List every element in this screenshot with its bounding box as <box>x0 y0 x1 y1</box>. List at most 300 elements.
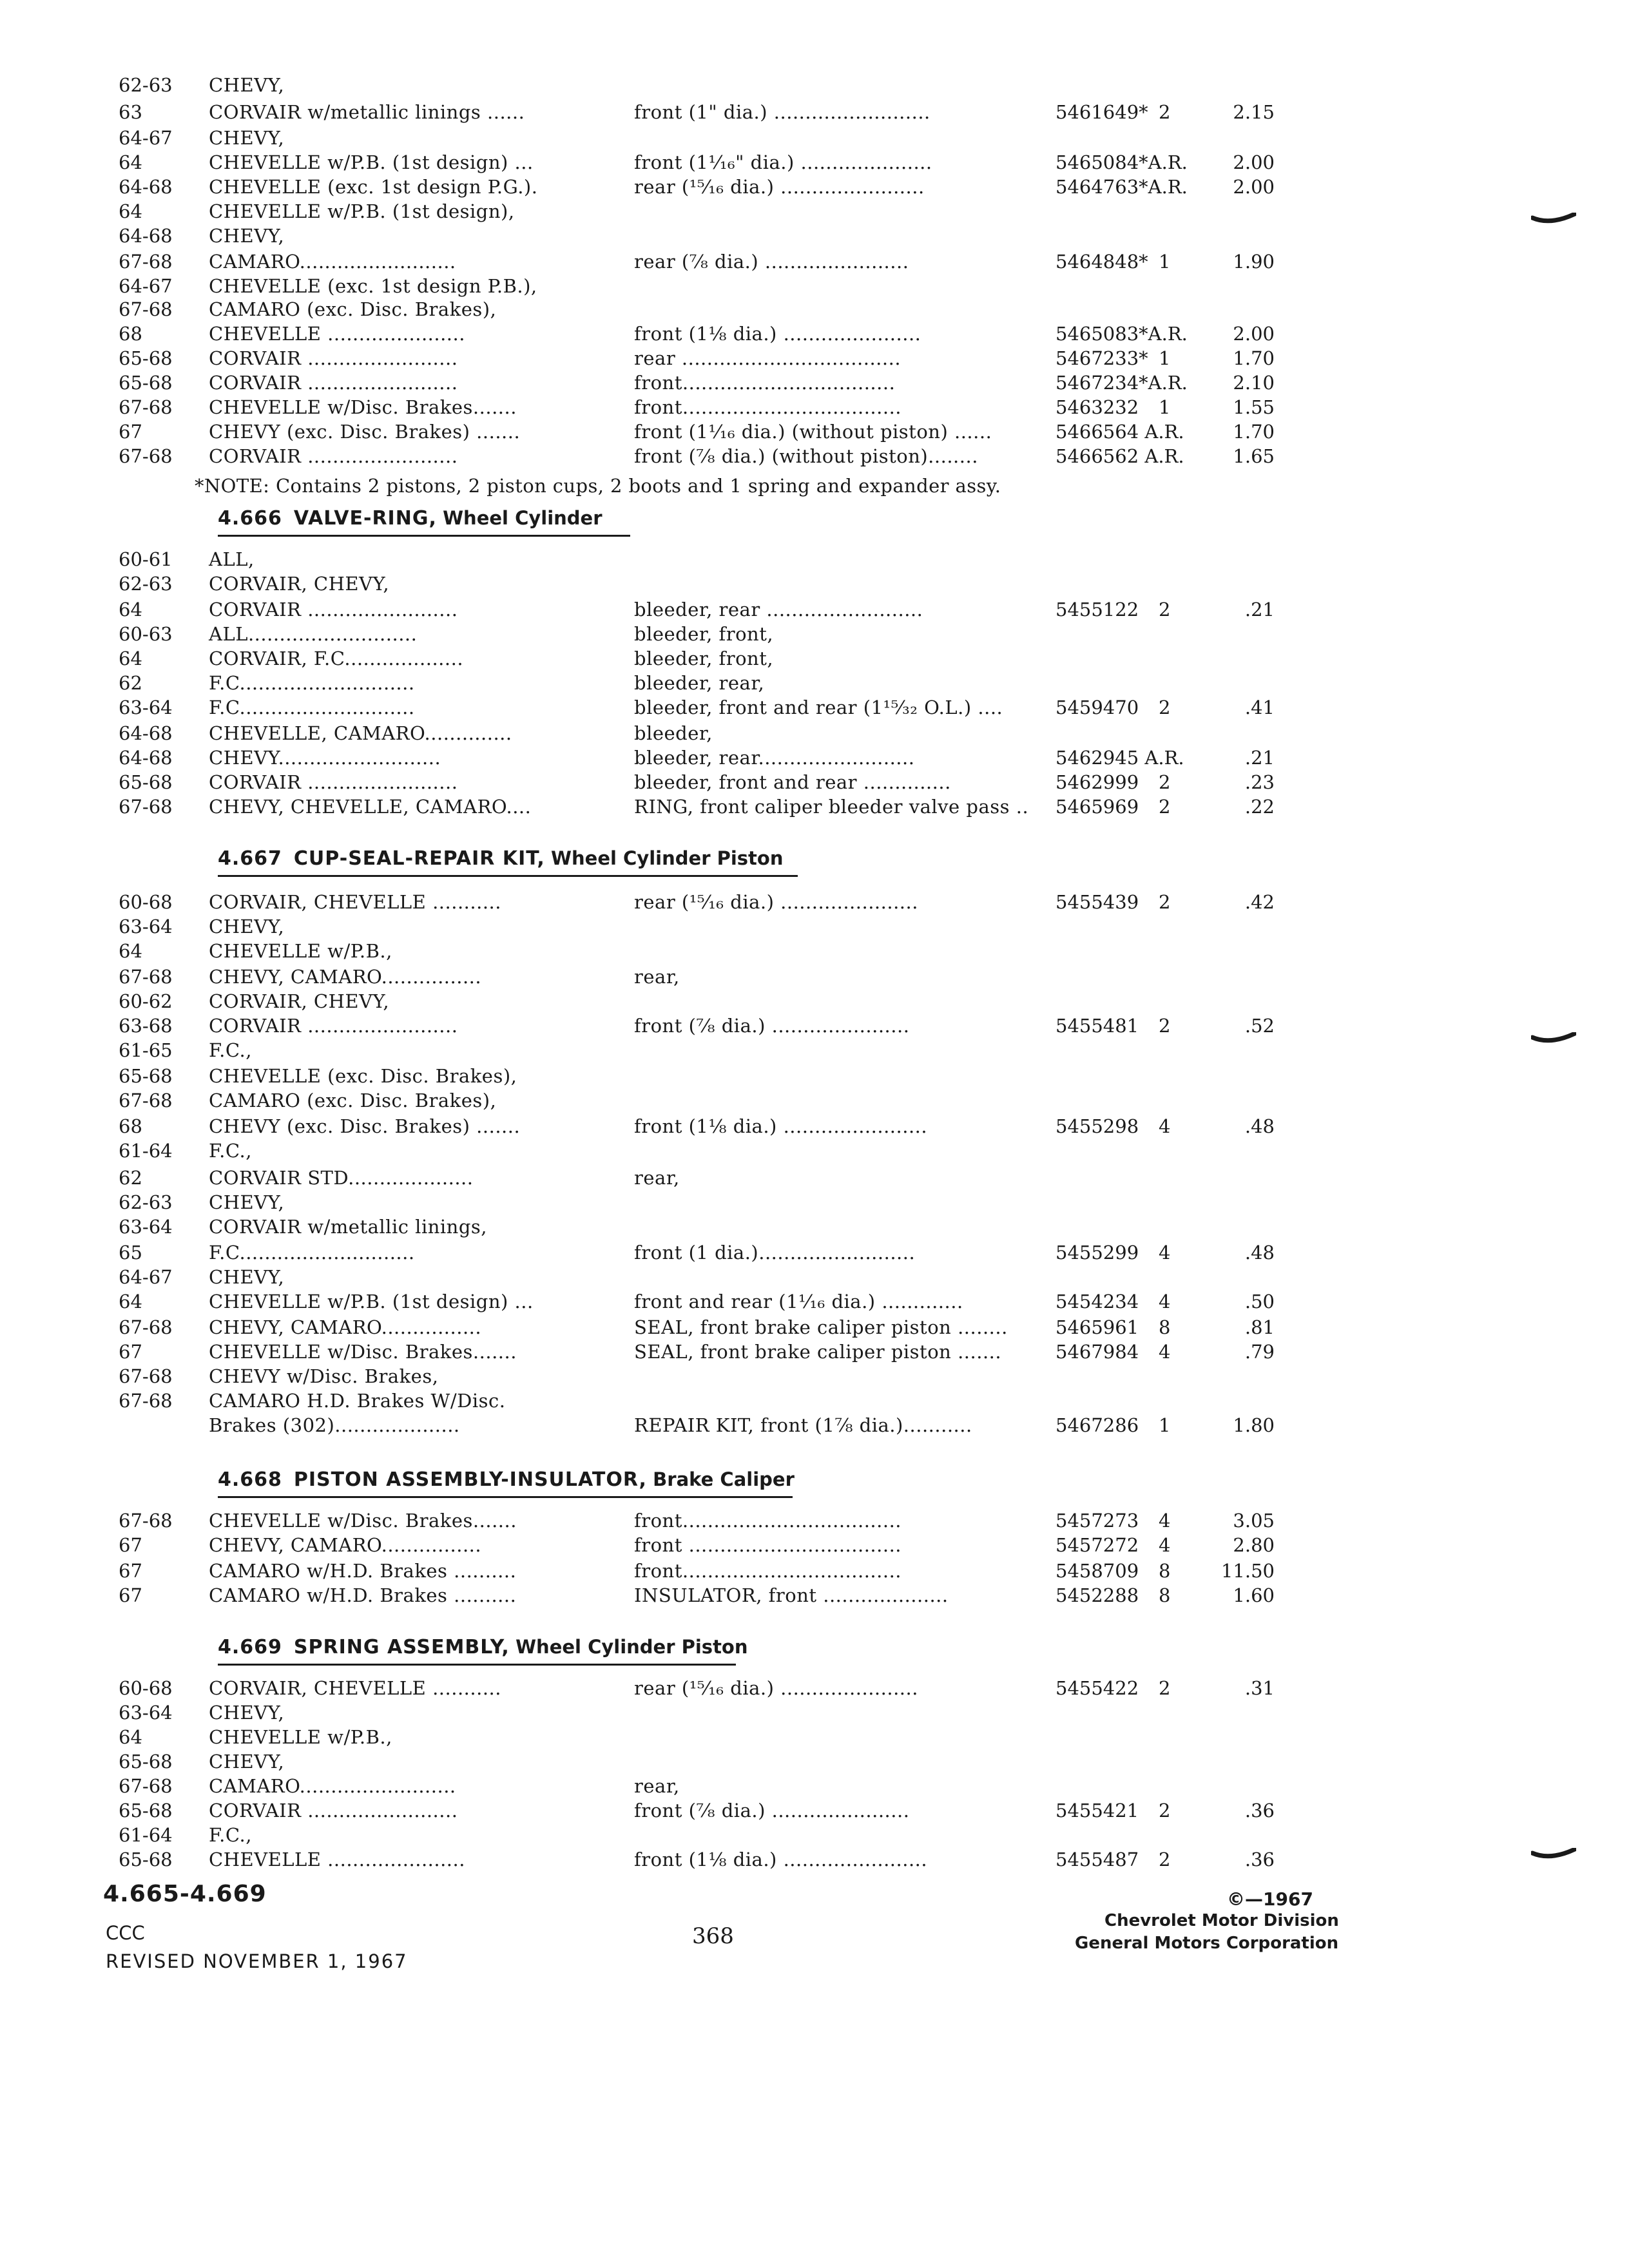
vehicle-model: F.C............................ <box>209 672 415 694</box>
vehicle-model: CORVAIR ........................ <box>209 1015 458 1037</box>
part-number: 5464763*A.R. <box>1055 176 1188 198</box>
section-underline <box>218 535 630 537</box>
part-description: front (1⅛ dia.) ...................... <box>634 323 921 345</box>
part-number: 5465961 <box>1055 1316 1139 1338</box>
parts-row <box>0 129 1353 151</box>
model-years: 65-68 <box>119 1751 173 1773</box>
price: .22 <box>1244 796 1275 818</box>
parts-row <box>0 1367 1353 1389</box>
parts-row <box>0 76 1353 98</box>
part-number: 5462999 <box>1055 771 1139 793</box>
quantity: 8 <box>1159 1584 1171 1606</box>
parts-row <box>0 1536 1353 1558</box>
parts-row <box>0 992 1353 1014</box>
model-years: 64-68 <box>119 225 173 247</box>
part-number: 5467286 <box>1055 1414 1139 1436</box>
quantity: 8 <box>1159 1316 1171 1338</box>
price: 3.05 <box>1233 1510 1275 1532</box>
price: .48 <box>1244 1115 1275 1137</box>
parts-row <box>0 325 1353 347</box>
parts-row <box>0 1392 1353 1414</box>
vehicle-model: CHEVY w/Disc. Brakes, <box>209 1365 439 1387</box>
footer-code: CCC <box>106 1922 145 1944</box>
section-subtitle: Wheel Cylinder Piston <box>551 847 784 869</box>
parts-row <box>0 1679 1353 1701</box>
quantity: 8 <box>1159 1560 1171 1582</box>
binder-mark-middle <box>1531 1032 1576 1044</box>
quantity: 4 <box>1159 1534 1171 1556</box>
part-description: front (⁷⁄₈ dia.) ...................... <box>634 1015 910 1037</box>
parts-row <box>0 423 1353 445</box>
section-underline <box>218 875 798 877</box>
part-number: 5463232 <box>1055 396 1139 418</box>
part-number: 5455422 <box>1055 1677 1139 1699</box>
model-years: 67-68 <box>119 396 173 418</box>
part-description: front.................................. <box>634 372 896 394</box>
section-range: 4.665-4.669 <box>103 1881 267 1907</box>
vehicle-model: CORVAIR, CHEVELLE ........... <box>209 1677 501 1699</box>
quantity: 4 <box>1159 1341 1171 1363</box>
model-years: 67-68 <box>119 1390 173 1412</box>
parts-row <box>0 724 1353 746</box>
model-years: 65-68 <box>119 1800 173 1821</box>
model-years: 64-68 <box>119 176 173 198</box>
parts-row <box>0 1169 1353 1191</box>
part-number: 5457273 <box>1055 1510 1139 1532</box>
price: .81 <box>1244 1316 1275 1338</box>
vehicle-model: CHEVY, <box>209 127 285 149</box>
model-years: 60-68 <box>119 1677 173 1699</box>
model-years: 68 <box>119 323 142 345</box>
vehicle-model: F.C., <box>209 1140 252 1162</box>
vehicle-model: CHEVY, <box>209 1702 285 1724</box>
model-years: 67-68 <box>119 966 173 988</box>
price: 1.65 <box>1233 445 1275 467</box>
part-number: 5465084*A.R. <box>1055 151 1188 173</box>
vehicle-model: Brakes (302).................... <box>209 1414 460 1436</box>
part-number: 5455299 <box>1055 1242 1139 1264</box>
part-description: front................................... <box>634 396 902 418</box>
vehicle-model: CHEVELLE (exc. 1st design P.B.), <box>209 275 537 297</box>
parts-row <box>0 601 1353 622</box>
section-title: VALVE-RING, <box>293 507 437 530</box>
vehicle-model: CHEVY, <box>209 1266 285 1288</box>
part-description: rear, <box>634 1167 680 1189</box>
model-years: 62 <box>119 672 142 694</box>
model-years: 63-64 <box>119 916 173 937</box>
part-number: 5465969 <box>1055 796 1139 818</box>
model-years: 67 <box>119 421 142 443</box>
vehicle-model: CAMARO w/H.D. Brakes .......... <box>209 1584 517 1606</box>
vehicle-model: CHEVELLE ...................... <box>209 323 465 345</box>
parts-row <box>0 398 1353 420</box>
vehicle-model: CORVAIR w/metallic linings ...... <box>209 101 525 123</box>
section-subtitle: Wheel Cylinder <box>443 507 602 529</box>
vehicle-model: CHEVELLE w/P.B., <box>209 1726 392 1748</box>
part-description: INSULATOR, front .................... <box>634 1584 949 1606</box>
part-description: bleeder, rear, <box>634 672 765 694</box>
parts-row <box>0 1416 1353 1438</box>
model-years: 64 <box>119 151 142 173</box>
price: .36 <box>1244 1849 1275 1870</box>
price: 11.50 <box>1220 1560 1275 1582</box>
parts-row <box>0 1802 1353 1823</box>
model-years: 65-68 <box>119 372 173 394</box>
vehicle-model: CHEVELLE w/Disc. Brakes....... <box>209 396 517 418</box>
quantity: 4 <box>1159 1115 1171 1137</box>
section-heading <box>218 509 602 528</box>
parts-row <box>0 1512 1353 1533</box>
vehicle-model: CHEVY, <box>209 74 285 96</box>
part-description: rear ................................... <box>634 347 901 369</box>
parts-row <box>0 1017 1353 1039</box>
model-years: 65 <box>119 1242 142 1264</box>
part-description: bleeder, <box>634 722 713 744</box>
section-number: 4.667 <box>218 847 282 870</box>
price: 1.90 <box>1233 251 1275 273</box>
binder-mark-bottom <box>1531 1848 1576 1860</box>
price: .41 <box>1244 697 1275 718</box>
quantity: 1 <box>1159 396 1171 418</box>
part-number: 5461649* <box>1055 101 1148 123</box>
quantity: 1 <box>1159 1414 1171 1436</box>
model-years: 62-63 <box>119 1191 173 1213</box>
price: .21 <box>1244 599 1275 620</box>
vehicle-model: CHEVELLE w/P.B. (1st design) ... <box>209 1291 534 1312</box>
part-number: 5455487 <box>1055 1849 1139 1870</box>
quantity: 1 <box>1159 251 1171 273</box>
part-number: 5455421 <box>1055 1800 1139 1821</box>
vehicle-model: F.C............................ <box>209 697 415 718</box>
division-name: Chevrolet Motor Division <box>1104 1911 1339 1930</box>
parts-row <box>0 103 1353 125</box>
quantity: 2 <box>1159 1800 1171 1821</box>
model-years: 61-64 <box>119 1140 173 1162</box>
footnote: *NOTE: Contains 2 pistons, 2 piston cups, 2 boots and 1 spring and expander assy. <box>195 475 1001 497</box>
part-number: 5457272 <box>1055 1534 1139 1556</box>
part-description: front................................... <box>634 1560 902 1582</box>
parts-row <box>0 1193 1353 1215</box>
vehicle-model: CHEVY, CHEVELLE, CAMARO.... <box>209 796 532 818</box>
part-number: 5467234*A.R. <box>1055 372 1188 394</box>
model-years: 64 <box>119 940 142 962</box>
parts-row <box>0 1343 1353 1365</box>
model-years: 67-68 <box>119 445 173 467</box>
part-description: front (1¹⁄₁₆" dia.) ..................... <box>634 151 932 173</box>
price: 1.60 <box>1233 1584 1275 1606</box>
vehicle-model: F.C., <box>209 1824 252 1846</box>
price: 2.00 <box>1233 151 1275 173</box>
part-description: bleeder, rear ......................... <box>634 599 923 620</box>
vehicle-model: F.C., <box>209 1039 252 1061</box>
parts-row <box>0 1268 1353 1290</box>
price: .48 <box>1244 1242 1275 1264</box>
price: 2.15 <box>1233 101 1275 123</box>
model-years: 64 <box>119 599 142 620</box>
part-description: SEAL, front brake caliper piston ........ <box>634 1316 1008 1338</box>
part-description: bleeder, front, <box>634 648 774 669</box>
parts-row <box>0 1293 1353 1314</box>
price: 2.10 <box>1233 372 1275 394</box>
vehicle-model: CHEVELLE w/P.B. (1st design), <box>209 200 515 222</box>
part-number: 5466562 A.R. <box>1055 445 1184 467</box>
part-description: bleeder, front and rear (1¹⁵⁄₃₂ O.L.) .... <box>634 697 1003 718</box>
parts-row <box>0 349 1353 371</box>
vehicle-model: CHEVY, <box>209 225 285 247</box>
part-description: SEAL, front brake caliper piston ....... <box>634 1341 1002 1363</box>
part-number: 5462945 A.R. <box>1055 747 1184 769</box>
vehicle-model: CHEVY, CAMARO................ <box>209 1534 482 1556</box>
vehicle-model: CORVAIR w/metallic linings, <box>209 1216 488 1238</box>
price: .42 <box>1244 891 1275 913</box>
vehicle-model: CAMARO......................... <box>209 251 456 273</box>
quantity: 2 <box>1159 891 1171 913</box>
vehicle-model: CORVAIR, F.C................... <box>209 648 464 669</box>
price: 1.55 <box>1233 396 1275 418</box>
model-years: 64-67 <box>119 1266 173 1288</box>
price: .36 <box>1244 1800 1275 1821</box>
parts-row <box>0 1244 1353 1265</box>
section-number: 4.668 <box>218 1468 282 1491</box>
model-years: 60-68 <box>119 891 173 913</box>
vehicle-model: ALL, <box>209 548 255 570</box>
part-description: bleeder, rear......................... <box>634 747 915 769</box>
quantity: 2 <box>1159 697 1171 718</box>
vehicle-model: CORVAIR ........................ <box>209 445 458 467</box>
model-years: 67-68 <box>119 1365 173 1387</box>
part-number: 5454234 <box>1055 1291 1139 1312</box>
part-number: 5452288 <box>1055 1584 1139 1606</box>
vehicle-model: CAMARO w/H.D. Brakes .......... <box>209 1560 517 1582</box>
part-number: 5458709 <box>1055 1560 1139 1582</box>
parts-row <box>0 1117 1353 1139</box>
vehicle-model: CHEVY, <box>209 1751 285 1773</box>
parts-row <box>0 893 1353 915</box>
model-years: 63-64 <box>119 697 173 718</box>
price: .50 <box>1244 1291 1275 1312</box>
parts-row <box>0 698 1353 720</box>
part-description: bleeder, front, <box>634 623 774 645</box>
price: 2.00 <box>1233 176 1275 198</box>
parts-row <box>0 202 1353 224</box>
parts-row <box>0 1777 1353 1799</box>
section-subtitle: Wheel Cylinder Piston <box>516 1636 748 1658</box>
parts-row <box>0 649 1353 671</box>
part-number: 5455481 <box>1055 1015 1139 1037</box>
part-description: front (1⅛ dia.) ....................... <box>634 1115 928 1137</box>
vehicle-model: CHEVELLE w/Disc. Brakes....... <box>209 1510 517 1532</box>
parts-row <box>0 153 1353 175</box>
part-number: 5467233* <box>1055 347 1148 369</box>
vehicle-model: CHEVY, CAMARO................ <box>209 966 482 988</box>
section-underline <box>218 1664 736 1666</box>
vehicle-model: CHEVELLE, CAMARO.............. <box>209 722 512 744</box>
model-years: 63-64 <box>119 1702 173 1724</box>
parts-row <box>0 798 1353 820</box>
part-description: bleeder, front and rear .............. <box>634 771 951 793</box>
page-number: 368 <box>692 1923 734 1949</box>
vehicle-model: CAMARO H.D. Brakes W/Disc. <box>209 1390 506 1412</box>
model-years: 61-65 <box>119 1039 173 1061</box>
section-subtitle: Brake Caliper <box>653 1468 795 1490</box>
price: .31 <box>1244 1677 1275 1699</box>
part-description: rear (¹⁵⁄₁₆ dia.) ....................... <box>634 176 925 198</box>
part-description: front (⁷⁄₈ dia.) ...................... <box>634 1800 910 1821</box>
parts-row <box>0 625 1353 647</box>
part-description: rear (¹⁵⁄₁₆ dia.) ...................... <box>634 1677 918 1699</box>
parts-row <box>0 300 1353 322</box>
model-years: 65-68 <box>119 1065 173 1087</box>
parts-row <box>0 1586 1353 1608</box>
parts-row <box>0 1067 1353 1089</box>
quantity: 4 <box>1159 1510 1171 1532</box>
model-years: 63 <box>119 101 142 123</box>
part-description: front (1⅛ dia.) ....................... <box>634 1849 928 1870</box>
price: 2.80 <box>1233 1534 1275 1556</box>
price: 1.70 <box>1233 347 1275 369</box>
vehicle-model: CHEVY, CAMARO................ <box>209 1316 482 1338</box>
vehicle-model: CORVAIR ........................ <box>209 347 458 369</box>
section-heading <box>218 1470 795 1490</box>
model-years: 61-64 <box>119 1824 173 1846</box>
model-years: 64 <box>119 200 142 222</box>
parts-row <box>0 1142 1353 1164</box>
part-description: front (⁷⁄₈ dia.) (without piston)........ <box>634 445 978 467</box>
quantity: 2 <box>1159 1677 1171 1699</box>
parts-row <box>0 374 1353 396</box>
model-years: 67-68 <box>119 298 173 320</box>
vehicle-model: CHEVY, <box>209 916 285 937</box>
price: .79 <box>1244 1341 1275 1363</box>
parts-row <box>0 773 1353 795</box>
price: 1.70 <box>1233 421 1275 443</box>
model-years: 62-63 <box>119 573 173 595</box>
vehicle-model: CHEVELLE (exc. 1st design P.G.). <box>209 176 538 198</box>
part-description: front and rear (1¹⁄₁₆ dia.) ............. <box>634 1291 963 1312</box>
vehicle-model: CORVAIR ........................ <box>209 599 458 620</box>
vehicle-model: CHEVELLE (exc. Disc. Brakes), <box>209 1065 517 1087</box>
vehicle-model: CORVAIR ........................ <box>209 1800 458 1821</box>
vehicle-model: CAMARO (exc. Disc. Brakes), <box>209 298 497 320</box>
parts-row <box>0 1753 1353 1774</box>
quantity: 4 <box>1159 1242 1171 1264</box>
part-number: 5459470 <box>1055 697 1139 718</box>
model-years: 62 <box>119 1167 142 1189</box>
price: .52 <box>1244 1015 1275 1037</box>
quantity: 2 <box>1159 796 1171 818</box>
section-heading <box>218 849 783 869</box>
part-number: 5455122 <box>1055 599 1139 620</box>
part-description: rear (¹⁵⁄₁₆ dia.) ...................... <box>634 891 918 913</box>
section-title: CUP-SEAL-REPAIR KIT, <box>293 847 545 870</box>
part-description: front (1¹⁄₁₆ dia.) (without piston) ...... <box>634 421 992 443</box>
vehicle-model: CHEVY (exc. Disc. Brakes) ....... <box>209 421 521 443</box>
part-number: 5455439 <box>1055 891 1139 913</box>
model-years: 67-68 <box>119 1510 173 1532</box>
parts-row <box>0 1826 1353 1848</box>
vehicle-model: CORVAIR, CHEVY, <box>209 573 390 595</box>
quantity: 2 <box>1159 1849 1171 1870</box>
parts-row <box>0 942 1353 964</box>
part-description: REPAIR KIT, front (1⅞ dia.)........... <box>634 1414 972 1436</box>
parts-row <box>0 1218 1353 1240</box>
vehicle-model: CAMARO......................... <box>209 1775 456 1797</box>
price: 1.80 <box>1233 1414 1275 1436</box>
quantity: 2 <box>1159 771 1171 793</box>
model-years: 64-67 <box>119 127 173 149</box>
parts-row <box>0 253 1353 274</box>
model-years: 67 <box>119 1341 142 1363</box>
model-years: 63-68 <box>119 1015 173 1037</box>
parts-row <box>0 1318 1353 1340</box>
quantity: 2 <box>1159 599 1171 620</box>
model-years: 67-68 <box>119 1775 173 1797</box>
vehicle-model: F.C............................ <box>209 1242 415 1264</box>
vehicle-model: CORVAIR, CHEVELLE ........... <box>209 891 501 913</box>
parts-row <box>0 277 1353 299</box>
vehicle-model: CHEVELLE w/P.B. (1st design) ... <box>209 151 534 173</box>
model-years: 62-63 <box>119 74 173 96</box>
quantity: 2 <box>1159 1015 1171 1037</box>
parts-row <box>0 575 1353 597</box>
part-description: front (1 dia.)......................... <box>634 1242 916 1264</box>
parts-row <box>0 749 1353 771</box>
model-years: 68 <box>119 1115 142 1137</box>
vehicle-model: CAMARO (exc. Disc. Brakes), <box>209 1090 497 1111</box>
part-number: 5455298 <box>1055 1115 1139 1137</box>
parts-row <box>0 968 1353 990</box>
section-heading <box>218 1638 748 1657</box>
parts-row <box>0 178 1353 200</box>
part-description: rear (⁷⁄₈ dia.) ....................... <box>634 251 909 273</box>
model-years: 67-68 <box>119 1316 173 1338</box>
vehicle-model: CORVAIR ........................ <box>209 372 458 394</box>
vehicle-model: CHEVELLE w/Disc. Brakes....... <box>209 1341 517 1363</box>
part-description: rear, <box>634 966 680 988</box>
part-description: front .................................. <box>634 1534 902 1556</box>
part-number: 5464848* <box>1055 251 1148 273</box>
parts-row <box>0 1728 1353 1750</box>
section-number: 4.669 <box>218 1636 282 1658</box>
parts-row <box>0 918 1353 939</box>
vehicle-model: CHEVY, <box>209 1191 285 1213</box>
section-title: PISTON ASSEMBLY-INSULATOR, <box>293 1468 647 1491</box>
model-years: 60-62 <box>119 990 173 1012</box>
model-years: 67 <box>119 1534 142 1556</box>
part-number: 5465083*A.R. <box>1055 323 1188 345</box>
quantity: 4 <box>1159 1291 1171 1312</box>
part-description: RING, front caliper bleeder valve pass .. <box>634 796 1029 818</box>
part-number: 5467984 <box>1055 1341 1139 1363</box>
parts-row <box>0 1704 1353 1725</box>
model-years: 64 <box>119 1726 142 1748</box>
section-title: SPRING ASSEMBLY, <box>293 1636 510 1658</box>
part-description: front................................... <box>634 1510 902 1532</box>
vehicle-model: CORVAIR STD.................... <box>209 1167 474 1189</box>
model-years: 64 <box>119 648 142 669</box>
model-years: 67-68 <box>119 251 173 273</box>
model-years: 63-64 <box>119 1216 173 1238</box>
model-years: 67-68 <box>119 1090 173 1111</box>
section-number: 4.666 <box>218 507 282 530</box>
quantity: 1 <box>1159 347 1171 369</box>
part-number: 5466564 A.R. <box>1055 421 1184 443</box>
model-years: 64-68 <box>119 722 173 744</box>
parts-row <box>0 1850 1353 1872</box>
parts-row <box>0 1091 1353 1113</box>
vehicle-model: CHEVY (exc. Disc. Brakes) ....... <box>209 1115 521 1137</box>
model-years: 64-67 <box>119 275 173 297</box>
